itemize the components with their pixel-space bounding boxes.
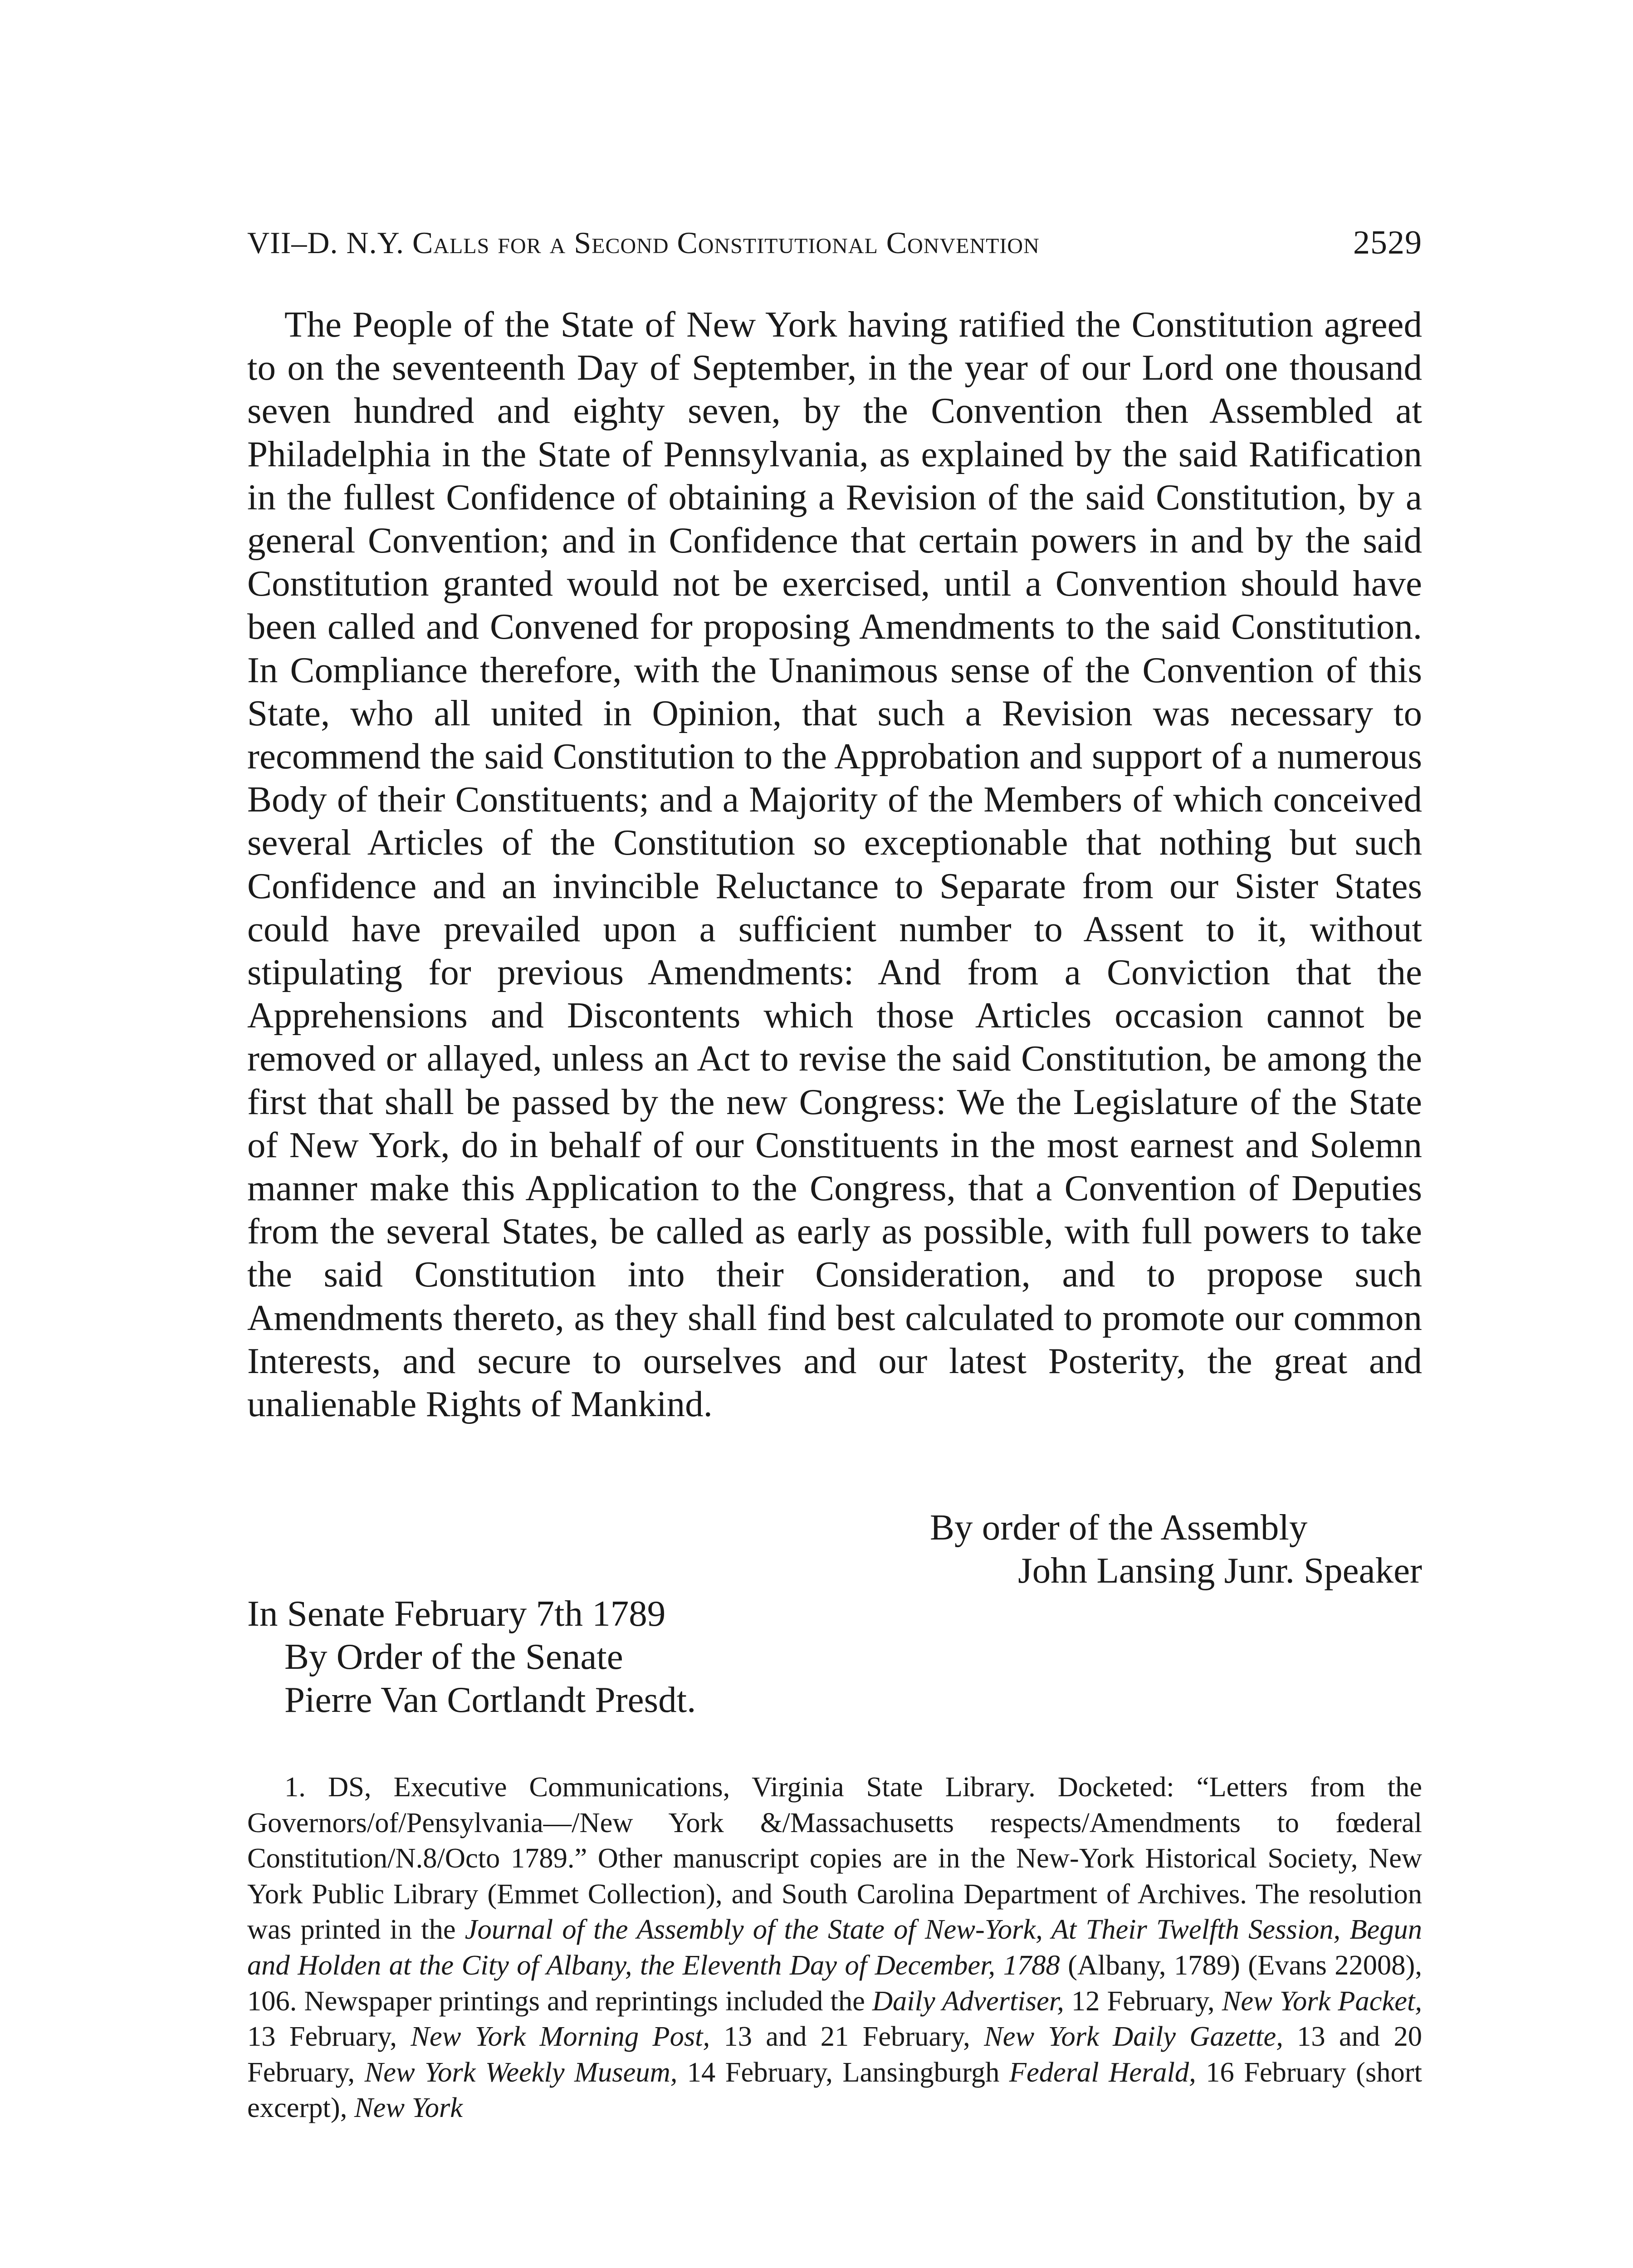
senate-signature — [247, 1592, 882, 1722]
assembly-order-line: By order of the Assembly — [930, 1507, 1308, 1548]
footnote-text: 13 and 20 February, — [247, 2020, 1422, 2088]
assembly-signature — [930, 1506, 1422, 1592]
footnote-paragraph — [247, 1769, 1422, 2126]
newspaper-title: New York Weekly Museum, — [364, 2056, 678, 2088]
footnote — [247, 1769, 1422, 2126]
senate-order-line: By Order of the Senate — [284, 1636, 623, 1677]
newspaper-title: Daily Advertiser, — [872, 1984, 1064, 2017]
speaker-name: John Lansing Junr. Speaker — [1018, 1550, 1422, 1591]
footnote-text: 14 February, Lansingburgh — [677, 2056, 1009, 2088]
footnote-text: 16 February (short excerpt), — [247, 2056, 1422, 2124]
newspaper-title: New York Morning Post, — [411, 2020, 710, 2053]
footnote-text: 12 February, — [1064, 1984, 1222, 2017]
footnote-text: 13 and 21 February, — [710, 2020, 984, 2053]
senate-date-line: In Senate February 7th 1789 — [247, 1593, 666, 1634]
newspaper-title: New York — [354, 2092, 463, 2124]
newspaper-title: New York Daily Gazette, — [984, 2020, 1283, 2053]
page-header — [247, 218, 1422, 268]
newspaper-title: Federal Herald, — [1009, 2056, 1196, 2088]
footnote-text: (Albany, 1789) (Evans 22008), 106. Newspaper printings and reprintings included the — [247, 1949, 1422, 2017]
footnote-text: 1. DS, Executive Communications, Virginia State Library. Docketed: “Letters from the Governors/of/Pensylvania—/New York &/Massachusetts respects/Amendments to fœderal Constitution/N.8/Octo 1789.” Other manuscript copies are in the New-York Historical Society, New York Public Library (Emmet Collection), and South Carolina Department of Archives. The resolution was printed in the — [247, 1771, 1422, 1945]
resolution-paragraph: The People of the State of New York having ratified the Constitution agreed to on the seventeenth Day of September, in the year of our Lord one thousand seven hundred and eighty seven, by the Convention then Assembled at Philadelphia in the State of Pennsylvania, as explained by the said Ratification in the fullest Confidence of obtaining a Revision of the said Constitution, by a general Convention; and in Confidence that certain powers in and by the said Constitution granted would not be exercised, until a Convention should have been called and Convened for proposing Amendments to the said Constitution. In Compliance therefore, with the Unanimous sense of the Convention of this State, who all united in Opinion, that such a Revision was necessary to recommend the said Constitution to the Approbation and support of a numerous Body of their Constituents; and a Majority of the Members of which conceived several Articles of the Constitution so exceptionable that nothing but such Confidence and an invincible Reluctance to Separate from our Sister States could have prevailed upon a sufficient number to Assent to it, without stipulating for previous Amendments: And from a Conviction that the Apprehensions and Discontents which those Articles occasion cannot be removed or allayed, unless an Act to revise the said Constitution, be among the first that shall be passed by the new Congress: We the Legislature of the State of New York, do in behalf of our Constituents in the most earnest and Solemn manner make this Application to the Congress, that a Convention of Deputies from the several States, be called as early as possible, with full powers to take the said Constitution into their Consideration, and to propose such Amendments thereto, as they shall find best calculated to promote our common Interests, and secure to ourselves and our latest Posterity, the great and unalienable Rights of Mankind. — [247, 304, 1422, 1425]
running-head: VII–D. N.Y. Calls for a Second Constitutional Convention — [247, 225, 1040, 260]
senate-president-name: Pierre Van Cortlandt Presdt. — [284, 1679, 696, 1721]
page-number: 2529 — [1353, 224, 1422, 261]
footnote-text: 13 February, — [247, 2020, 411, 2053]
resolution-text — [247, 303, 1422, 1426]
newspaper-title: New York Packet, — [1222, 1984, 1422, 2017]
journal-title: Journal of the Assembly of the State of New-York, At Their Twelfth Session, Begun and Holden at the City of Albany, the Eleventh Day of December, 1788 — [247, 1913, 1422, 1981]
